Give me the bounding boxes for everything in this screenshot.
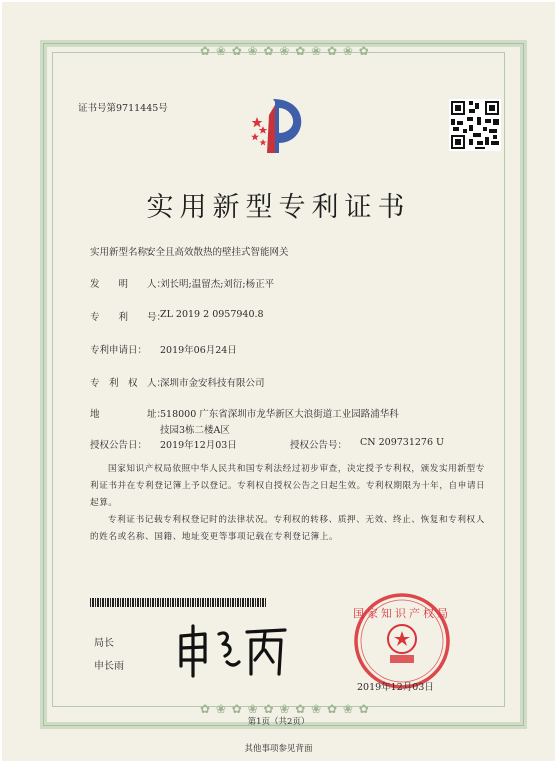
grant-number-label: 授权公告号： xyxy=(290,440,348,451)
patent-number-label: 专 利 号： xyxy=(90,312,167,323)
director-title: 局长 xyxy=(94,638,114,649)
body-paragraph-1: 国家知识产权局依照中华人民共和国专利法经过初步审查，决定授予专利权，颁发实用新型专利证书并在专利登记簿上予以登记。专利权自授权公告之日起生效。专利权期限为十年，自申请日起算。 xyxy=(90,464,486,508)
application-date-value: 2019年06月24日 xyxy=(160,345,237,356)
address-line-1: 518000 广东省深圳市龙华新区大浪街道工业园路浦华科 xyxy=(160,409,399,420)
certificate-title: 实用新型专利证书 xyxy=(146,192,411,223)
see-back-note: 其他事项参见背面 xyxy=(244,744,313,754)
patent-number-value: ZL 2019 2 0957940.8 xyxy=(160,309,264,320)
body-paragraph-2: 专利证书记载专利权登记时的法律状况。专利权的转移、质押、无效、终止、恢复和专利权人的姓名或名称、国籍、地址变更等事项记载在专利登记簿上。 xyxy=(90,515,485,542)
border-ornament-bottom: ✿ ❀ ✿ ❀ ✿ ❀ ✿ ❀ ✿ ❀ ✿ xyxy=(200,702,370,716)
address-line-2: 技园3栋二楼A区 xyxy=(160,425,230,436)
inventors-label: 发 明 人： xyxy=(90,279,167,290)
cnipa-logo-icon xyxy=(249,95,309,157)
address-label: 地 址： xyxy=(90,409,167,420)
utility-model-name-value: 安全且高效散热的壁挂式智能网关 xyxy=(146,247,289,258)
grant-date-label: 授权公告日： xyxy=(90,440,148,451)
handwritten-signature xyxy=(175,620,295,680)
grant-date-value: 2019年12月03日 xyxy=(160,440,237,451)
qr-code-icon xyxy=(449,99,501,151)
svg-text:国家知识产权局: 国家知识产权局 xyxy=(353,607,451,620)
seal-date: 2019年12月03日 xyxy=(357,682,434,693)
page-indicator: 第1页（共2页） xyxy=(247,717,310,727)
official-red-seal xyxy=(343,591,461,691)
utility-model-name-label: 实用新型名称： xyxy=(90,247,157,258)
patentee-value: 深圳市金安科技有限公司 xyxy=(160,378,265,389)
certificate-number: 证书号第9711445号 xyxy=(78,103,168,114)
director-name: 申长雨 xyxy=(94,661,124,672)
inventors-value: 刘长明;温留杰;刘衍;杨正平 xyxy=(160,279,275,290)
barcode xyxy=(90,598,266,607)
grant-number-value: CN 209731276 U xyxy=(360,437,445,448)
application-date-label: 专利申请日： xyxy=(90,345,148,356)
patentee-label: 专 利 权 人： xyxy=(90,378,167,389)
border-ornament-top: ✿ ❀ ✿ ❀ ✿ ❀ ✿ ❀ ✿ ❀ ✿ xyxy=(200,44,370,58)
